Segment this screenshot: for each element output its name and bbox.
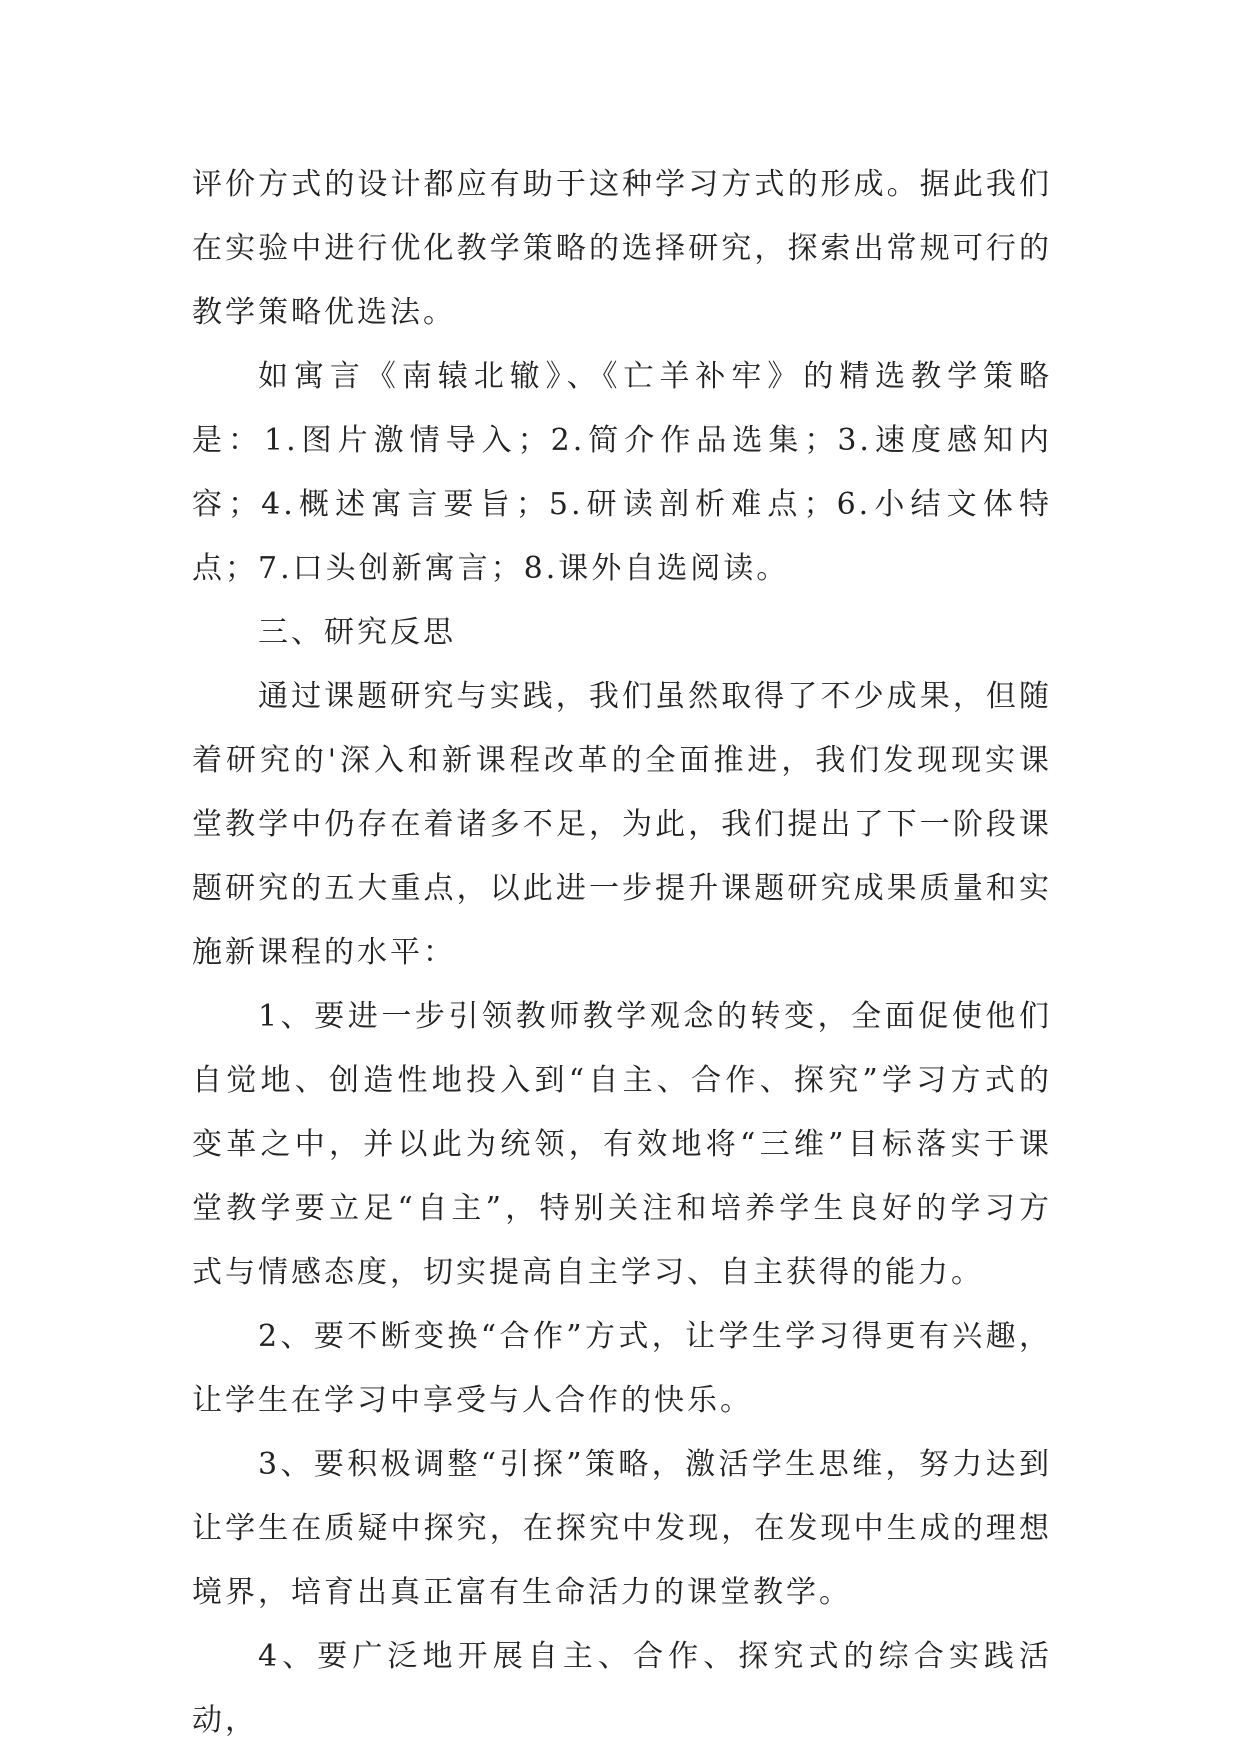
paragraph-point-3: 3、要积极调整“引探”策略，激活学生思维，努力达到让学生在质疑中探究，在探究中发现，在发现中生成的理想境界，培育出真正富有生命活力的课堂教学。 (192, 1447, 1052, 1610)
paragraph-point-4: 4、要广泛地开展自主、合作、探究式的综合实践活动， (192, 1639, 1052, 1738)
paragraph-reflection-intro: 通过课题研究与实践，我们虽然取得了不少成果，但随着研究的'深入和新课程改革的全面推进，我们发现现实课堂教学中仍存在着诸多不足，为此，我们提出了下一阶段课题研究的五大重点，以此进一步提升课题研究成果质量和实施新课程的水平： (192, 679, 1052, 970)
paragraph-fable-strategy: 如寓言《南辕北辙》、《亡羊补牢》的精选教学策略是：1.图片激情导入；2.简介作品选集；3.速度感知内容；4.概述寓言要旨；5.研读剖析难点；6.小结文体特点；7.口头创新寓言；8.课外自选阅读。 (192, 359, 1052, 586)
paragraph-point-1: 1、要进一步引领教师教学观念的转变，全面促使他们自觉地、创造性地投入到“自主、合作、探究”学习方式的变革之中，并以此为统领，有效地将“三维”目标落实于课堂教学要立足“自主”，特别关注和培养学生良好的学习方式与情感态度，切实提高自主学习、自主获得的能力。 (192, 999, 1052, 1290)
paragraph-point-2: 2、要不断变换“合作”方式，让学生学习得更有兴趣，让学生在学习中享受与人合作的快乐。 (192, 1319, 1052, 1418)
paragraph-continuation: 评价方式的设计都应有助于这种学习方式的形成。据此我们在实验中进行优化教学策略的选择研究，探索出常规可行的教学策略优选法。 (192, 167, 1052, 330)
section-heading-reflection: 三、研究反思 (258, 615, 456, 650)
document-body (192, 153, 1052, 1753)
